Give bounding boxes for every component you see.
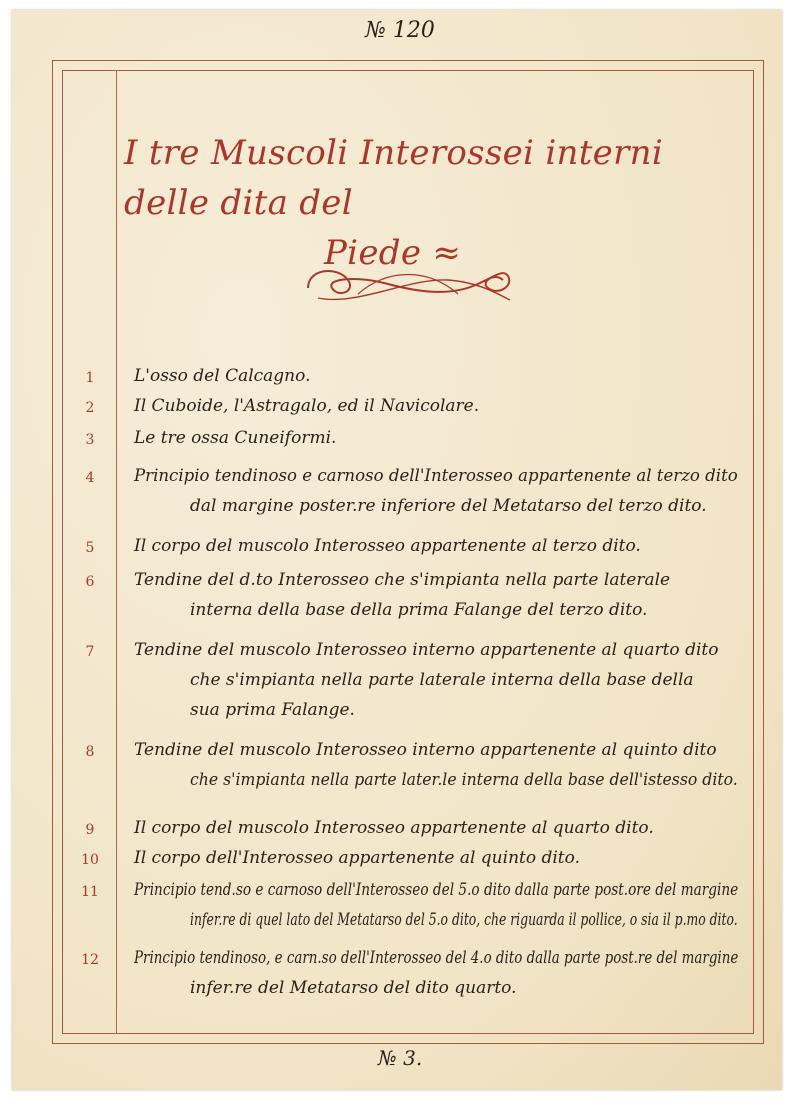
item-number: 12 <box>81 952 99 968</box>
item-text-line: Tendine del d.to Interosseo che s'impianta nella parte laterale <box>134 570 671 590</box>
item-number: 10 <box>81 852 99 868</box>
page-number-bottom: № 3. <box>377 1046 423 1070</box>
item-text-line: Principio tendinoso e carnoso dell'Interosseo appartenente al terzo dito <box>134 466 738 486</box>
item-text-line: sua prima Falange. <box>190 700 355 720</box>
item-text-line: che s'impianta nella parte laterale interna della base della <box>190 670 694 690</box>
item-number: 5 <box>85 540 95 556</box>
item-text-line: infer.re di quel lato del Metatarso del 5.o dito, che riguarda il pollice, o sia il p.mo dito. <box>190 910 738 930</box>
item-text-line: Le tre ossa Cuneiformi. <box>134 428 337 448</box>
item-text-line: Il corpo del muscolo Interosseo appartenente al terzo dito. <box>134 536 641 556</box>
item-number: 2 <box>85 400 95 416</box>
item-number: 3 <box>85 432 95 448</box>
item-number: 4 <box>85 470 95 486</box>
item-number: 11 <box>81 884 99 900</box>
item-text-line: interna della base della prima Falange del terzo dito. <box>190 600 648 620</box>
item-text-line: Principio tend.so e carnoso dell'Interosseo del 5.o dito dalla parte post.ore del margine <box>134 880 739 900</box>
item-text-line: L'osso del Calcagno. <box>134 366 311 386</box>
calligraphic-flourish <box>298 258 518 318</box>
item-text-line: Principio tendinoso, e carn.so dell'Interosseo del 4.o dito dalla parte post.re del margine <box>134 948 739 968</box>
item-text-line: infer.re del Metatarso del dito quarto. <box>190 978 517 998</box>
item-text-line: Il corpo dell'Interosseo appartenente al quinto dito. <box>134 848 580 868</box>
item-number: 8 <box>85 744 95 760</box>
item-text-line: Il Cuboide, l'Astragalo, ed il Navicolare. <box>134 396 480 416</box>
page-title <box>124 128 704 278</box>
title-line-2: Piede ≈ <box>324 233 462 273</box>
item-number: 9 <box>85 822 95 838</box>
item-number: 6 <box>85 574 95 590</box>
item-text-line: che s'impianta nella parte later.le interna della base dell'istesso dito. <box>190 770 738 790</box>
margin-rule <box>116 70 117 1034</box>
item-text-line: Il corpo del muscolo Interosseo appartenente al quarto dito. <box>134 818 654 838</box>
item-number: 7 <box>85 644 95 660</box>
page-number-top: № 120 <box>365 18 435 43</box>
item-text-line: Tendine del muscolo Interosseo interno appartenente al quinto dito <box>134 740 717 760</box>
item-number: 1 <box>85 370 95 386</box>
item-text-line: dal margine poster.re inferiore del Metatarso del terzo dito. <box>190 496 707 516</box>
title-line-1: I tre Muscoli Interossei interni delle dita del <box>124 133 664 223</box>
item-text-line: Tendine del muscolo Interosseo interno appartenente al quarto dito <box>134 640 719 660</box>
